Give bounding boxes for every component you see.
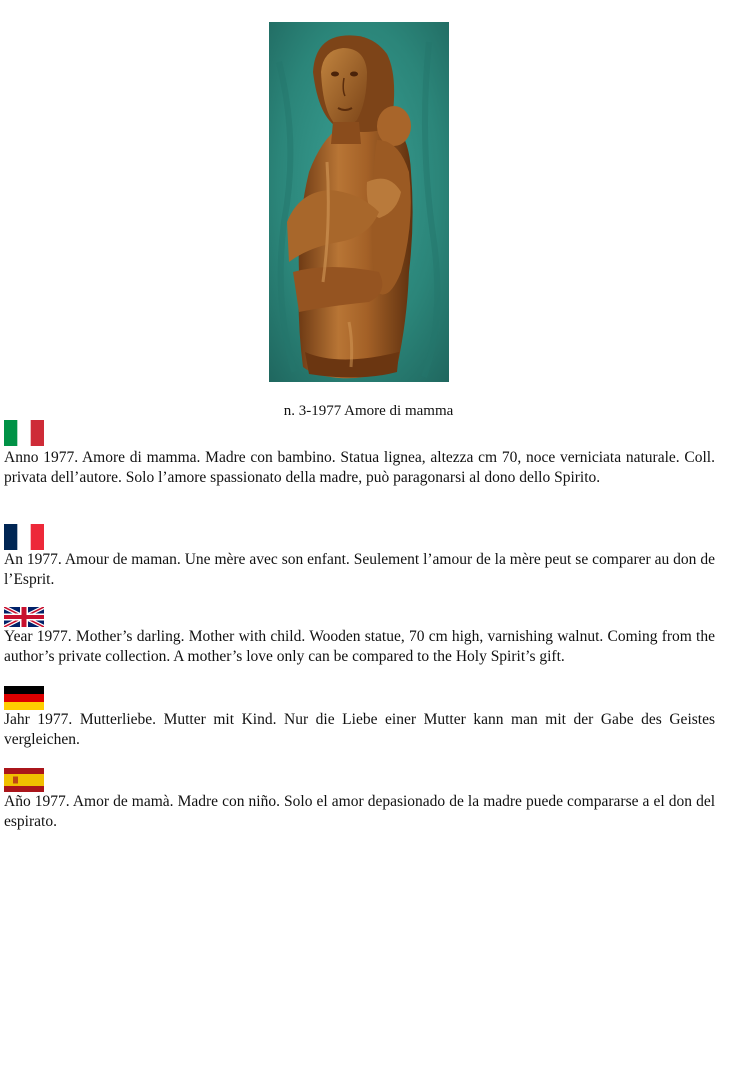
english-text: Year 1977. Mother’s darling. Mother with child. Wooden statue, 70 cm high, varnishing walnut. Coming from the author’s private collection. A mother’s love only can be compared to the Holy Spirit’s gift. [4,628,715,665]
italian-section [4,420,715,488]
italian-text: Anno 1977. Amore di mamma. Madre con bambino. Statua lignea, altezza cm 70, noce verniciata naturale. Coll. privata dell’autore. Solo l’amore spassionato della madre, può paragonarsi al dono dello Spirito. [4,449,715,486]
france-flag-icon [4,524,44,550]
statue-photo [269,22,449,382]
photo-caption: n. 3-1977 Amore di mamma [283,403,454,419]
italy-flag-icon [4,420,44,446]
german-text: Jahr 1977. Mutterliebe. Mutter mit Kind. Nur die Liebe einer Mutter kann man mit der Gabe des Geistes vergleichen. [4,711,715,748]
spanish-text: Año 1977. Amor de mamà. Madre con niño. Solo el amor depasionado de la madre puede compararse a el don del espirato. [4,793,715,830]
english-section [4,607,715,667]
french-section [4,524,715,590]
german-section [4,686,715,750]
germany-flag-icon [4,686,44,710]
statue-illustration [269,22,449,382]
uk-flag-icon [4,607,44,627]
spain-flag-icon [4,768,44,792]
spanish-section [4,768,715,832]
french-text: An 1977. Amour de maman. Une mère avec son enfant. Seulement l’amour de la mère peut se comparer au don de l’Esprit. [4,551,715,588]
